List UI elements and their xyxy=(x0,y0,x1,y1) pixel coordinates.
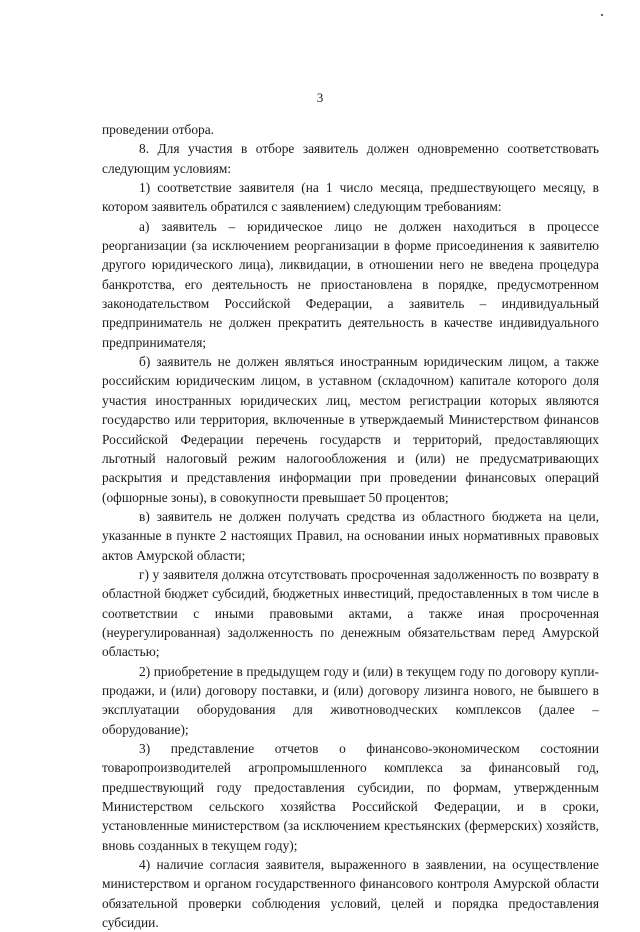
paragraph-requirement-g: г) у заявителя должна отсутствовать просроченная задолженность по возврату в областной бюджет субсидий, бюджетных инвестиций, предоставленных в том числе в соответствии с иными правовыми актами, а также иная просроченная (неурегулированная) задолженность по денежным обязательствам перед Амурской областью; xyxy=(102,566,599,660)
paragraph-requirement-v: в) заявитель не должен получать средства из областного бюджета на цели, указанные в пункте 2 настоящих Правил, на основании иных нормативных правовых актов Амурской области; xyxy=(102,508,599,563)
paragraph-condition-1: 1) соответствие заявителя (на 1 число месяца, предшествующего месяцу, в котором заявитель обратился с заявлением) следующим требованиям: xyxy=(102,180,599,215)
paragraph-condition-4: 4) наличие согласия заявителя, выраженного в заявлении, на осуществление министерством и органом государственного финансового контроля Амурской области обязательной проверки соблюдения условий, целей и порядка предоставления субсидии. xyxy=(102,857,599,931)
scan-speck xyxy=(601,14,603,16)
paragraph-item-8: 8. Для участия в отборе заявитель должен одновременно соответствовать следующим условиям: xyxy=(102,141,599,176)
paragraph-continuation: проведении отбора. xyxy=(102,122,215,137)
paragraph-condition-2: 2) приобретение в предыдущем году и (или) в текущем году по договору купли-продажи, и (или) договору поставки, и (или) договору лизинга нового, не бывшего в эксплуатации оборудования для животноводческих комплексов (далее – оборудование); xyxy=(102,663,599,737)
document-body xyxy=(102,120,599,932)
paragraph-requirement-b: б) заявитель не должен являться иностранным юридическим лицом, а также российским юридическим лицом, в уставном (складочном) капитале которого доля участия иностранных юридических лиц, местом регистрации которых являются государство или территория, включенные в утверждаемый Министерством финансов Российской Федерации перечень государств и территорий, предоставляющих льготный налоговый режим налогообложения и (или) не предусматривающих раскрытия и представления информации при проведении финансовых операций (офшорные зоны), в совокупности превышает 50 процентов; xyxy=(102,354,599,505)
paragraph-condition-3: 3) представление отчетов о финансово-экономическом состоянии товаропроизводителей агропромышленного комплекса за финансовый год, предшествующий году предоставления субсидии, по формам, утвержденным Министерством сельского хозяйства Российской Федерации, и в сроки, установленные министерством (за исключением крестьянских (фермерских) хозяйств, вновь созданных в текущем году); xyxy=(102,741,599,853)
paragraph-requirement-a: а) заявитель – юридическое лицо не должен находиться в процессе реорганизации (за исключением реорганизации в форме присоединения к заявителю другого юридического лица), ликвидации, в отношении него не введена процедура банкротства, его деятельность не приостановлена в порядке, предусмотренном законодательством Российской Федерации, а заявитель – индивидуальный предприниматель не должен прекратить деятельность в качестве индивидуального предпринимателя; xyxy=(102,218,599,350)
page-number: 3 xyxy=(316,90,324,105)
